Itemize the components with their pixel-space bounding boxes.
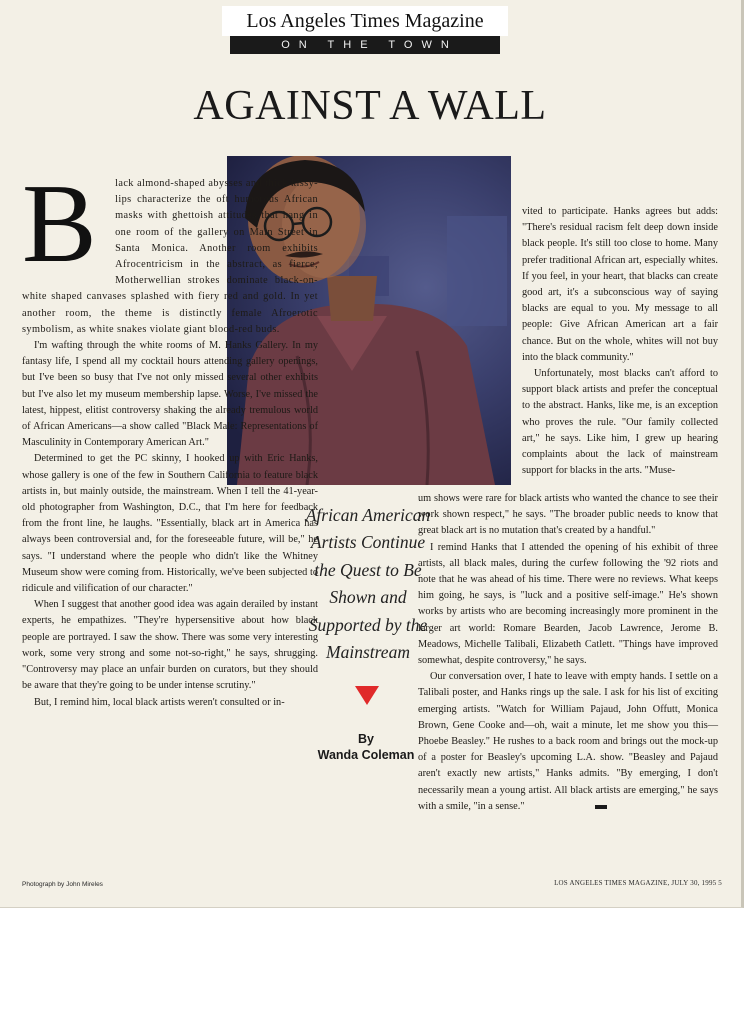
- red-triangle-icon: [355, 686, 379, 705]
- article-deck: [300, 502, 436, 666]
- photo-credit: Photograph by John Mireles: [22, 881, 103, 888]
- magazine-title: Los Angeles Times Magazine: [222, 6, 508, 36]
- page-folio: LOS ANGELES TIMES MAGAZINE, JULY 30, 1995 5: [554, 879, 722, 887]
- paragraph: When I suggest that another good idea was again derailed by instant experts, he empathizes. "They're hypersensitive about how black people are portrayed. I saw the show. There was some very interesting work, some very strong and some not-so-right," he says, shrugging. "Controversy may place an unfair burden on curators, but they should be aware that they're going to be under intense scrutiny.": [22, 599, 318, 692]
- deck-line: Mainstream: [326, 642, 410, 663]
- article-column-3-top: [522, 204, 718, 479]
- byline-by: By: [358, 732, 374, 746]
- byline-author: Wanda Coleman: [317, 748, 415, 762]
- deck-line: Shown and: [329, 587, 407, 608]
- paragraph: But, I remind him, local black artists weren't consulted or in-: [34, 696, 285, 708]
- end-mark-icon: [595, 805, 607, 809]
- deck-line: Artists Continue: [310, 532, 426, 553]
- paragraph: vited to participate. Hanks agrees but adds: "There's residual racism felt deep down inside black people. It's still too close to home. Many prefer traditional African art, especially whites. If you feel, in your heart, that blacks can create good art, it's a subconscious way of saying blacks are equal to you. My message to all people: Give African American art a fair chance. But on the whole, whites will not buy into the black community.": [522, 206, 718, 363]
- paragraph: um shows were rare for black artists who wanted the chance to see their work shown respect," he says. "The broader public needs to know that great black art is no mutation that's created by a handful.": [418, 493, 718, 537]
- paragraph: I'm wafting through the white rooms of M. Hanks Gallery. In my fantasy life, I spend all my cocktail hours attending gallery openings, but I've been so busy that I've not only missed several other exhibits but I've also let my museum membership lapse. Worse, I've missed the latest, hippest, elitist controversy shaking the already tremulous world of African Americans—a show called "Black Male: Representations of Masculinity in Contemporary American Art.": [22, 340, 318, 449]
- deck-line: Supported by the: [308, 614, 428, 635]
- byline: [306, 731, 426, 763]
- deck-line: the Quest to Be: [314, 559, 422, 580]
- article-column-3-bottom: [418, 491, 718, 815]
- paragraph: Determined to get the PC skinny, I hooked up with Eric Hanks, whose gallery is one of the few in Southern California to feature black artists in, but mainly outside, the mainstream. When I tell the 41-year-old photographer from Washington, D.C., that I'm here for feedback from the front line, he laughs. "Essentially, black art in America has always been controversial and, for the foreseeable future, will be," he says. "I understand where the people who didn't like the Whitney Museum show were coming from. Historically, we've been subjected to ridicule and vilification of our character.": [22, 453, 318, 595]
- paragraph: lack almond-shaped abysses and thick kissy-lips characterize the oft humorous African masks with ghettoish attitudes that hang in one room of the gallery on Main Street in Santa Monica. Another room exhibits Afrocentricism in the abstract, as fierce, Motherwellian strokes dominate black-on-white shaped canvases splashed with fiery red and gold. In yet another room, the theme is distinctly female Afroerotic symbolism, as white snakes violate giant blood-red buds.: [22, 178, 318, 335]
- paragraph: [418, 669, 718, 815]
- deck-line: African American: [305, 505, 431, 525]
- drop-cap: B: [22, 162, 98, 286]
- paragraph-text: Our conversation over, I hate to leave with empty hands. I settle on a Talibali poster, and Hanks rings up the sale. I ask for his list of exciting emerging artists. "Watch for William Pajaud, John Offutt, Monica Brown, Gene Cooke and—oh, wait a minute, let me show you this—Phoebe Beasley." He rushes to a back room and brings out the mock-up of a poster for Beasley's upcoming L.A. show. "Beasley and Pajaud aren't exactly new artists," Hanks admits. "By emerging, I don't necessarily mean a young artist. All black artists are emerging," he says with a smile, "in a sense.": [418, 671, 718, 812]
- paragraph: I remind Hanks that I attended the opening of his exhibit of three artists, all black males, during the curfew following the '92 riots and note that he was ahead of his time. There were no reviews. What keeps him going, he says, is "luck and a positive self-image." He's shown works by artists who are becoming increasingly more prominent in the larger art world: Romare Bearden, Jacob Lawrence, Jerome B. Meadows, Michelle Talibali, Elizabeth Catlett. "Things have improved somewhat, despite controversy," he says.: [418, 541, 718, 667]
- article-headline: AGAINST A WALL: [193, 83, 547, 129]
- section-label: ON THE TOWN: [230, 36, 500, 54]
- article-column-1: [22, 162, 318, 711]
- paragraph: Unfortunately, most blacks can't afford to support black artists and prefer the conceptual to the abstract. Hanks, like me, is an exception who proves the rule. "Our family collected art," he says. Like him, I grew up hearing complaints about the lack of mainstream support for blacks in the arts. "Muse-: [522, 368, 718, 477]
